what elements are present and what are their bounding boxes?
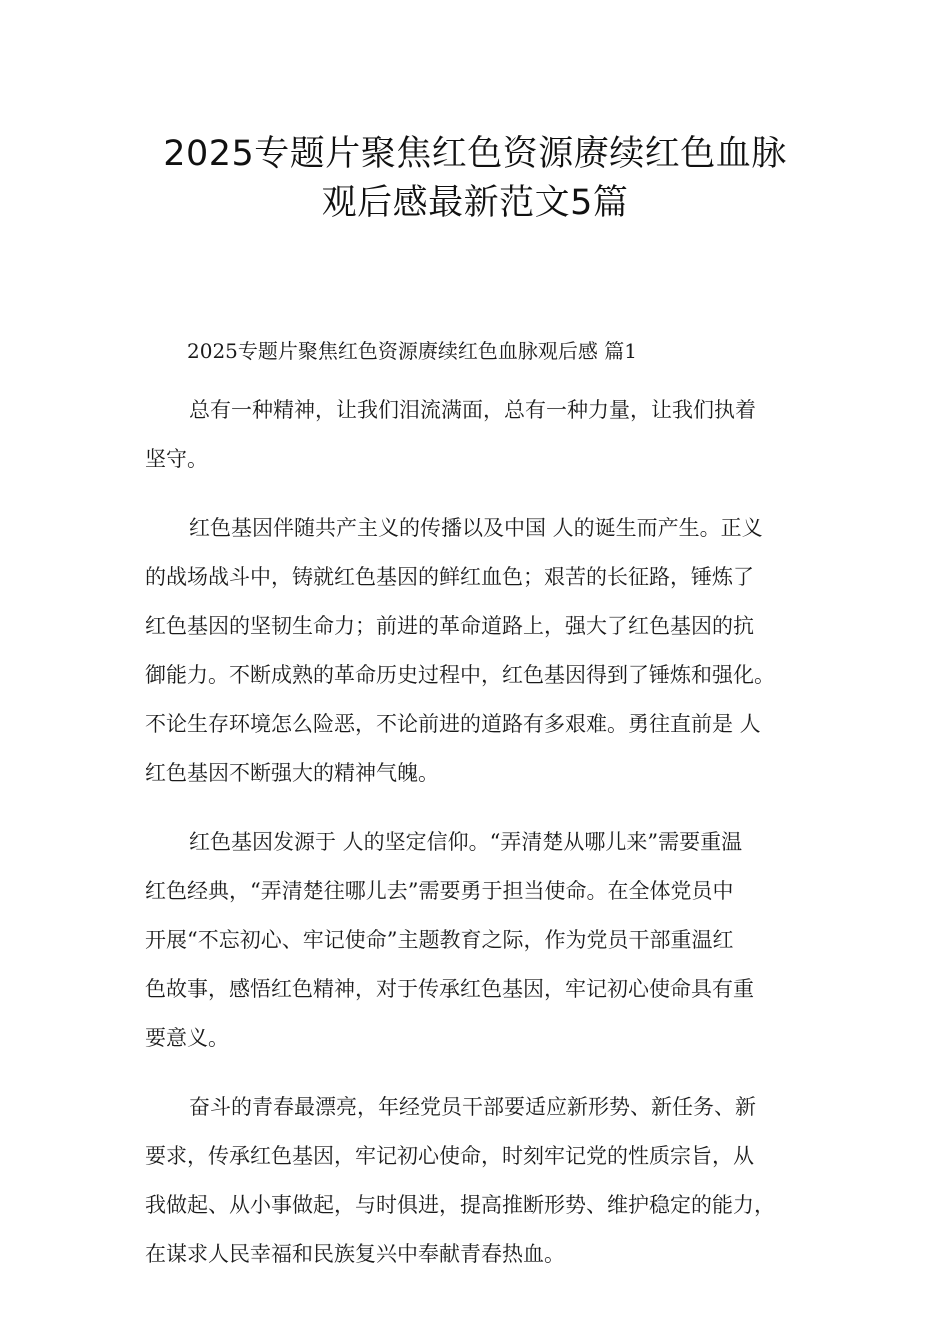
- paragraph-line: 色故事，感悟红色精神，对于传承红色基因，牢记初心使命具有重: [145, 977, 754, 1001]
- paragraph-line: 开展“不忘初心、牢记使命”主题教育之际，作为党员干部重温红: [145, 928, 734, 952]
- paragraph-2: [145, 504, 810, 798]
- paragraph-3: [145, 818, 810, 1063]
- paragraph-line: 我做起、从小事做起，与时俱进，提高推断形势、维护稳定的能力，: [145, 1193, 775, 1217]
- document-title: [100, 130, 850, 228]
- section-heading: 2025专题片聚焦红色资源赓续红色血脉观后感 篇1: [187, 339, 637, 363]
- paragraph-line: 红色基因发源于 人的坚定信仰。“弄清楚从哪儿来”需要重温: [189, 830, 743, 854]
- paragraph-line: 红色基因的坚韧生命力；前进的革命道路上，强大了红色基因的抗: [145, 614, 754, 638]
- paragraph-line: 坚守。: [145, 447, 208, 471]
- paragraph-line: 要意义。: [145, 1026, 229, 1050]
- paragraph-line: 不论生存环境怎么险恶，不论前进的道路有多艰难。勇往直前是 人: [145, 712, 761, 736]
- paragraph-line: 奋斗的青春最漂亮，年经党员干部要适应新形势、新任务、新: [189, 1095, 756, 1119]
- paragraph-line: 红色基因伴随共产主义的传播以及中国 人的诞生而产生。正义: [189, 516, 763, 540]
- paragraph-1: [145, 386, 810, 484]
- paragraph-line: 红色基因不断强大的精神气魄。: [145, 761, 439, 785]
- paragraph-line: 总有一种精神，让我们泪流满面，总有一种力量，让我们执着: [189, 398, 756, 422]
- paragraph-line: 的战场战斗中，铸就红色基因的鲜红血色；艰苦的长征路，锤炼了: [145, 565, 754, 589]
- paragraph-line: 要求，传承红色基因，牢记初心使命，时刻牢记党的性质宗旨，从: [145, 1144, 754, 1168]
- paragraph-line: 红色经典，“弄清楚往哪儿去”需要勇于担当使命。在全体党员中: [145, 879, 734, 903]
- paragraph-line: 在谋求人民幸福和民族复兴中奉献青春热血。: [145, 1242, 565, 1266]
- paragraph-line: 御能力。不断成熟的革命历史过程中，红色基因得到了锤炼和强化。: [145, 663, 775, 687]
- document-body: [145, 336, 810, 1279]
- paragraph-4: [145, 1083, 810, 1279]
- title-line-2: 观后感最新范文5篇: [321, 183, 629, 223]
- title-line-1: 2025专题片聚焦红色资源赓续红色血脉: [163, 134, 787, 174]
